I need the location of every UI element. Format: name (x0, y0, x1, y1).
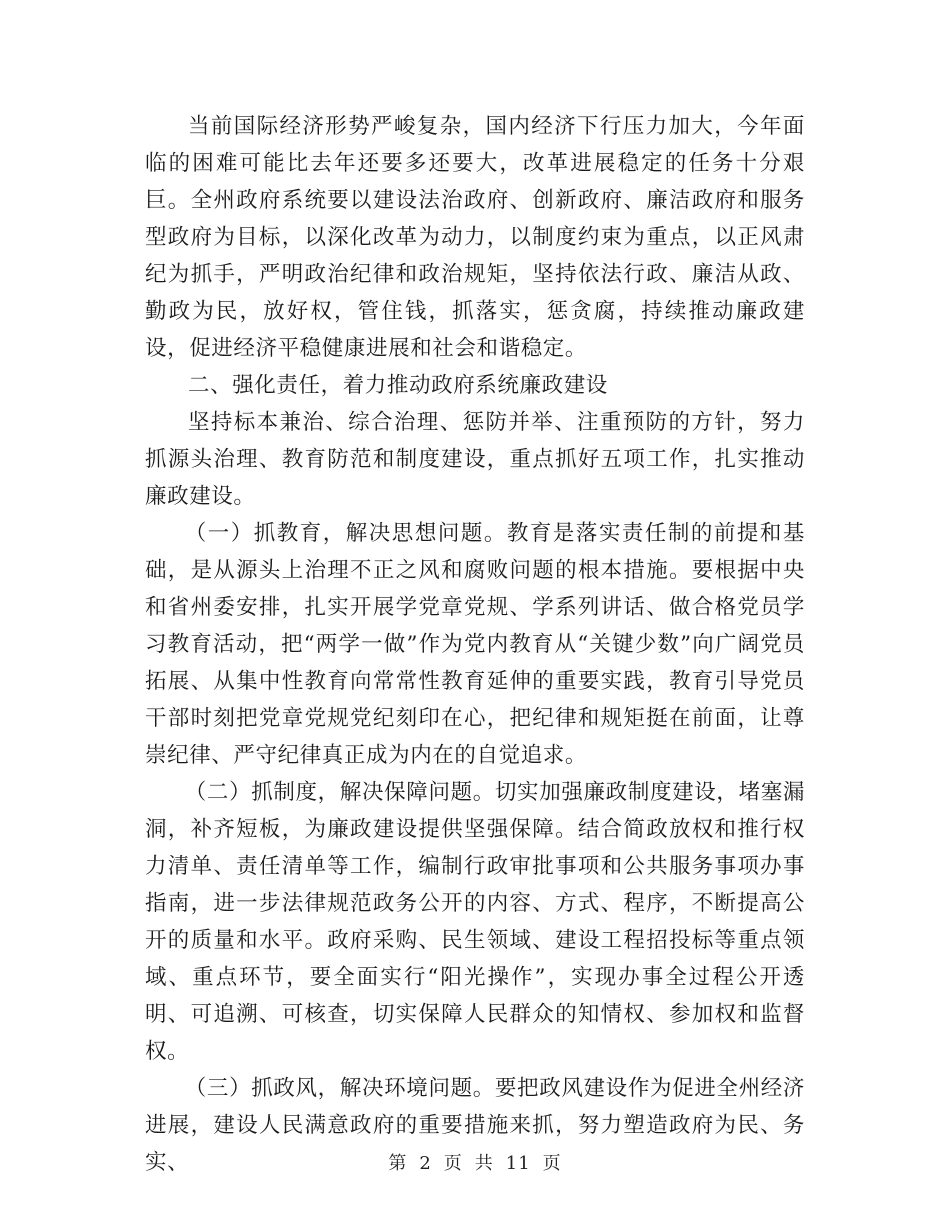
page-label-suffix: 页 (542, 1153, 562, 1174)
paragraph-principle: 坚持标本兼治、综合治理、惩防并举、注重预防的方针，努力抓源头治理、教育防范和制度建设，重点抓好五项工作，扎实推动廉政建设。 (145, 410, 805, 509)
paragraph-governance: （三）抓政风，解决环境问题。要把政风建设作为促进全州经济进展，建设人民满意政府的重要措施来抓，努力塑造政府为民、务实、 (145, 1076, 805, 1175)
paragraph-system: （二）抓制度，解决保障问题。切实加强廉政制度建设，堵塞漏洞，补齐短板，为廉政建设提供坚强保障。结合简政放权和推行权力清单、责任清单等工作，编制行政审批事项和公共服务事项办事指南，进一步法律规范政务公开的内容、方式、程序，不断提高公开的质量和水平。政府采购、民生领域、建设工程招投标等重点领域、重点环节，要全面实行“阳光操作”，实现办事全过程公开透明、可追溯、可核查，切实保障人民群众的知情权、参加权和监督权。 (145, 780, 805, 1064)
page-label-mid: 页 (443, 1153, 463, 1174)
paragraph-intro: 当前国际经济形势严峻复杂，国内经济下行压力加大，今年面临的困难可能比去年还要多还要大，改革进展稳定的任务十分艰巨。全州政府系统要以建设法治政府、创新政府、廉洁政府和服务型政府为目标，以深化改革为动力，以制度约束为重点，以正风肃纪为抓手，严明政治纪律和政治规矩，坚持依法行政、廉洁从政、勤政为民，放好权，管住钱，抓落实，惩贪腐，持续推动廉政建设，促进经济平稳健康进展和社会和谐稳定。 (145, 114, 805, 361)
document-body (145, 108, 805, 1181)
total-label: 共 (474, 1153, 494, 1174)
current-page-number: 2 (419, 1153, 432, 1174)
section-heading-2: 二、强化责任，着力推动政府系统廉政建设 (188, 373, 608, 398)
paragraph-education: （一）抓教育，解决思想问题。教育是落实责任制的前提和基础，是从源头上治理不正之风和腐败问题的根本措施。要根据中央和省州委安排，扎实开展学党章党规、学系列讲话、做合格党员学习教育活动，把“两学一做”作为党内教育从“关键少数”向广阔党员拓展、从集中性教育向常常性教育延伸的重要实践，教育引导党员干部时刻把党章党规党纪刻印在心，把纪律和规矩挺在前面，让尊崇纪律、严守纪律真正成为内在的自觉追求。 (145, 521, 805, 768)
page-label-prefix: 第 (388, 1153, 408, 1174)
page-footer (0, 1152, 950, 1176)
total-pages-number: 11 (505, 1153, 531, 1174)
